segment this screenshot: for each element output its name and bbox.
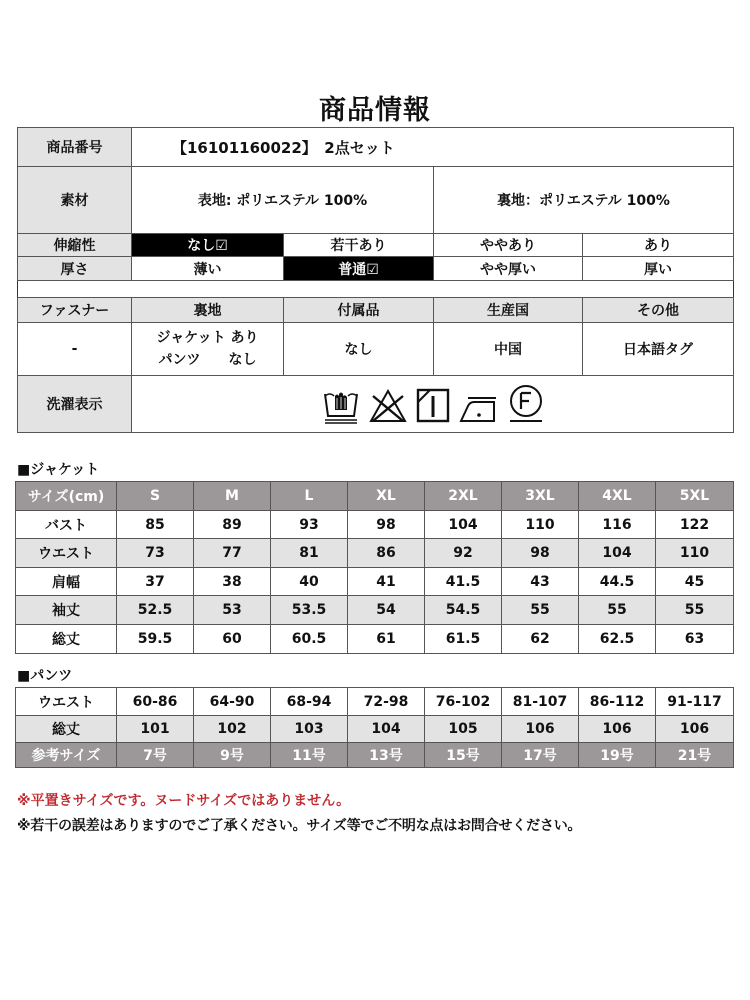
cell: 76-102 <box>425 688 502 716</box>
cell: 92 <box>425 539 502 568</box>
table-row <box>16 625 734 654</box>
cell: 60.5 <box>271 625 348 654</box>
product-number-label: 商品番号 <box>18 128 132 167</box>
cell: 45 <box>656 568 734 596</box>
row-label: ウエスト <box>16 688 117 716</box>
cell: 61 <box>348 625 425 654</box>
thickness-option-normal: 普通☑ <box>284 257 434 281</box>
care-icons <box>322 380 544 424</box>
lining-pants: パンツ なし <box>158 352 257 368</box>
row-label: 袖丈 <box>16 596 117 625</box>
cell: 55 <box>579 596 656 625</box>
thickness-label: 厚さ <box>18 257 132 281</box>
cell: 43 <box>502 568 579 596</box>
cell: 103 <box>271 716 348 743</box>
iron-low-icon <box>458 388 500 424</box>
cell: 104 <box>425 511 502 539</box>
details-header-row <box>18 298 734 323</box>
country-value: 中国 <box>434 323 583 376</box>
cell: 93 <box>271 511 348 539</box>
thickness-option-slightly-thick: やや厚い <box>434 257 583 281</box>
tolerance-note: ※若干の誤差はありますのでご了承ください。サイズ等でご不明な点はお問合せください。 <box>17 818 582 834</box>
other-value: 日本語タグ <box>583 323 734 376</box>
jacket-size-table <box>15 481 734 654</box>
table-row <box>16 688 734 716</box>
jacket-header-l: L <box>271 482 348 511</box>
row-label: ウエスト <box>16 539 117 568</box>
accessories-header: 付属品 <box>284 298 434 323</box>
cell: 38 <box>194 568 271 596</box>
table-row <box>16 596 734 625</box>
product-number-row <box>18 128 734 167</box>
thickness-row <box>18 257 734 281</box>
material-row <box>18 167 734 234</box>
cell: 85 <box>117 511 194 539</box>
details-value-row <box>18 323 734 376</box>
cell: 55 <box>656 596 734 625</box>
stretch-label: 伸縮性 <box>18 234 132 257</box>
thickness-option-thick: 厚い <box>583 257 734 281</box>
fastener-value: - <box>18 323 132 376</box>
cell: 7号 <box>117 743 194 768</box>
cell: 89 <box>194 511 271 539</box>
pants-size-table <box>15 687 734 768</box>
jacket-header-row <box>16 482 734 511</box>
cell: 98 <box>502 539 579 568</box>
cell: 62 <box>502 625 579 654</box>
cell: 37 <box>117 568 194 596</box>
cell: 91-117 <box>656 688 734 716</box>
jacket-header-xl: XL <box>348 482 425 511</box>
cell: 9号 <box>194 743 271 768</box>
other-header: その他 <box>583 298 734 323</box>
jacket-header-m: M <box>194 482 271 511</box>
material-outer: 表地: ポリエステル 100% <box>132 167 434 234</box>
cell: 104 <box>579 539 656 568</box>
product-info-table <box>17 127 734 433</box>
cell: 59.5 <box>117 625 194 654</box>
cell: 106 <box>502 716 579 743</box>
no-bleach-icon <box>368 388 408 424</box>
cell: 86 <box>348 539 425 568</box>
lining-header: 裏地 <box>132 298 284 323</box>
jacket-header-3xl: 3XL <box>502 482 579 511</box>
flat-size-note: ※平置きサイズです。ヌードサイズではありません。 <box>17 793 351 809</box>
cell: 110 <box>656 539 734 568</box>
cell: 106 <box>656 716 734 743</box>
cell: 11号 <box>271 743 348 768</box>
cell: 15号 <box>425 743 502 768</box>
row-label: 総丈 <box>16 716 117 743</box>
cell: 101 <box>117 716 194 743</box>
fastener-header: ファスナー <box>18 298 132 323</box>
cell: 110 <box>502 511 579 539</box>
cell: 81 <box>271 539 348 568</box>
cell: 77 <box>194 539 271 568</box>
cell: 17号 <box>502 743 579 768</box>
lining-value <box>132 323 284 376</box>
row-label: バスト <box>16 511 117 539</box>
row-label: 総丈 <box>16 625 117 654</box>
page-title: 商品情報 <box>319 95 431 126</box>
cell: 21号 <box>656 743 734 768</box>
hand-wash-icon <box>322 386 360 424</box>
cell: 40 <box>271 568 348 596</box>
stretch-option-none: なし☑ <box>132 234 284 257</box>
dry-clean-f-icon <box>508 384 544 424</box>
thickness-option-thin: 薄い <box>132 257 284 281</box>
country-header: 生産国 <box>434 298 583 323</box>
cell: 41 <box>348 568 425 596</box>
accessories-value: なし <box>284 323 434 376</box>
cell: 55 <box>502 596 579 625</box>
cell: 60-86 <box>117 688 194 716</box>
cell: 72-98 <box>348 688 425 716</box>
pants-section-label: ■パンツ <box>17 668 73 684</box>
jacket-header-2xl: 2XL <box>425 482 502 511</box>
cell: 54.5 <box>425 596 502 625</box>
jacket-header-4xl: 4XL <box>579 482 656 511</box>
line-dry-icon <box>416 388 450 424</box>
cell: 60 <box>194 625 271 654</box>
table-row <box>16 511 734 539</box>
stretch-option-some: ややあり <box>434 234 583 257</box>
jacket-header-size: サイズ(cm) <box>16 482 117 511</box>
table-row <box>16 743 734 768</box>
product-number-value: 【16101160022】 2点セット <box>132 128 734 167</box>
lining-jacket: ジャケット あり <box>156 330 259 346</box>
cell: 52.5 <box>117 596 194 625</box>
cell: 19号 <box>579 743 656 768</box>
row-label: 参考サイズ <box>16 743 117 768</box>
cell: 68-94 <box>271 688 348 716</box>
cell: 104 <box>348 716 425 743</box>
jacket-header-s: S <box>117 482 194 511</box>
cell: 61.5 <box>425 625 502 654</box>
jacket-header-5xl: 5XL <box>656 482 734 511</box>
table-row <box>16 716 734 743</box>
care-icons-cell <box>132 376 734 433</box>
cell: 41.5 <box>425 568 502 596</box>
cell: 106 <box>579 716 656 743</box>
cell: 53 <box>194 596 271 625</box>
cell: 81-107 <box>502 688 579 716</box>
table-row <box>16 539 734 568</box>
cell: 44.5 <box>579 568 656 596</box>
row-label: 肩幅 <box>16 568 117 596</box>
cell: 64-90 <box>194 688 271 716</box>
cell: 73 <box>117 539 194 568</box>
material-label: 素材 <box>18 167 132 234</box>
cell: 53.5 <box>271 596 348 625</box>
cell: 116 <box>579 511 656 539</box>
table-row <box>16 568 734 596</box>
care-row <box>18 376 734 433</box>
care-label: 洗濯表示 <box>18 376 132 433</box>
jacket-section-label: ■ジャケット <box>17 462 100 478</box>
cell: 105 <box>425 716 502 743</box>
cell: 62.5 <box>579 625 656 654</box>
cell: 98 <box>348 511 425 539</box>
cell: 13号 <box>348 743 425 768</box>
cell: 86-112 <box>579 688 656 716</box>
cell: 102 <box>194 716 271 743</box>
cell: 122 <box>656 511 734 539</box>
stretch-option-yes: あり <box>583 234 734 257</box>
cell: 54 <box>348 596 425 625</box>
stretch-row <box>18 234 734 257</box>
spacer <box>18 281 734 298</box>
cell: 63 <box>656 625 734 654</box>
material-lining: 裏地：ポリエステル 100% <box>434 167 734 234</box>
stretch-option-slight: 若干あり <box>284 234 434 257</box>
spacer-row <box>18 281 734 298</box>
